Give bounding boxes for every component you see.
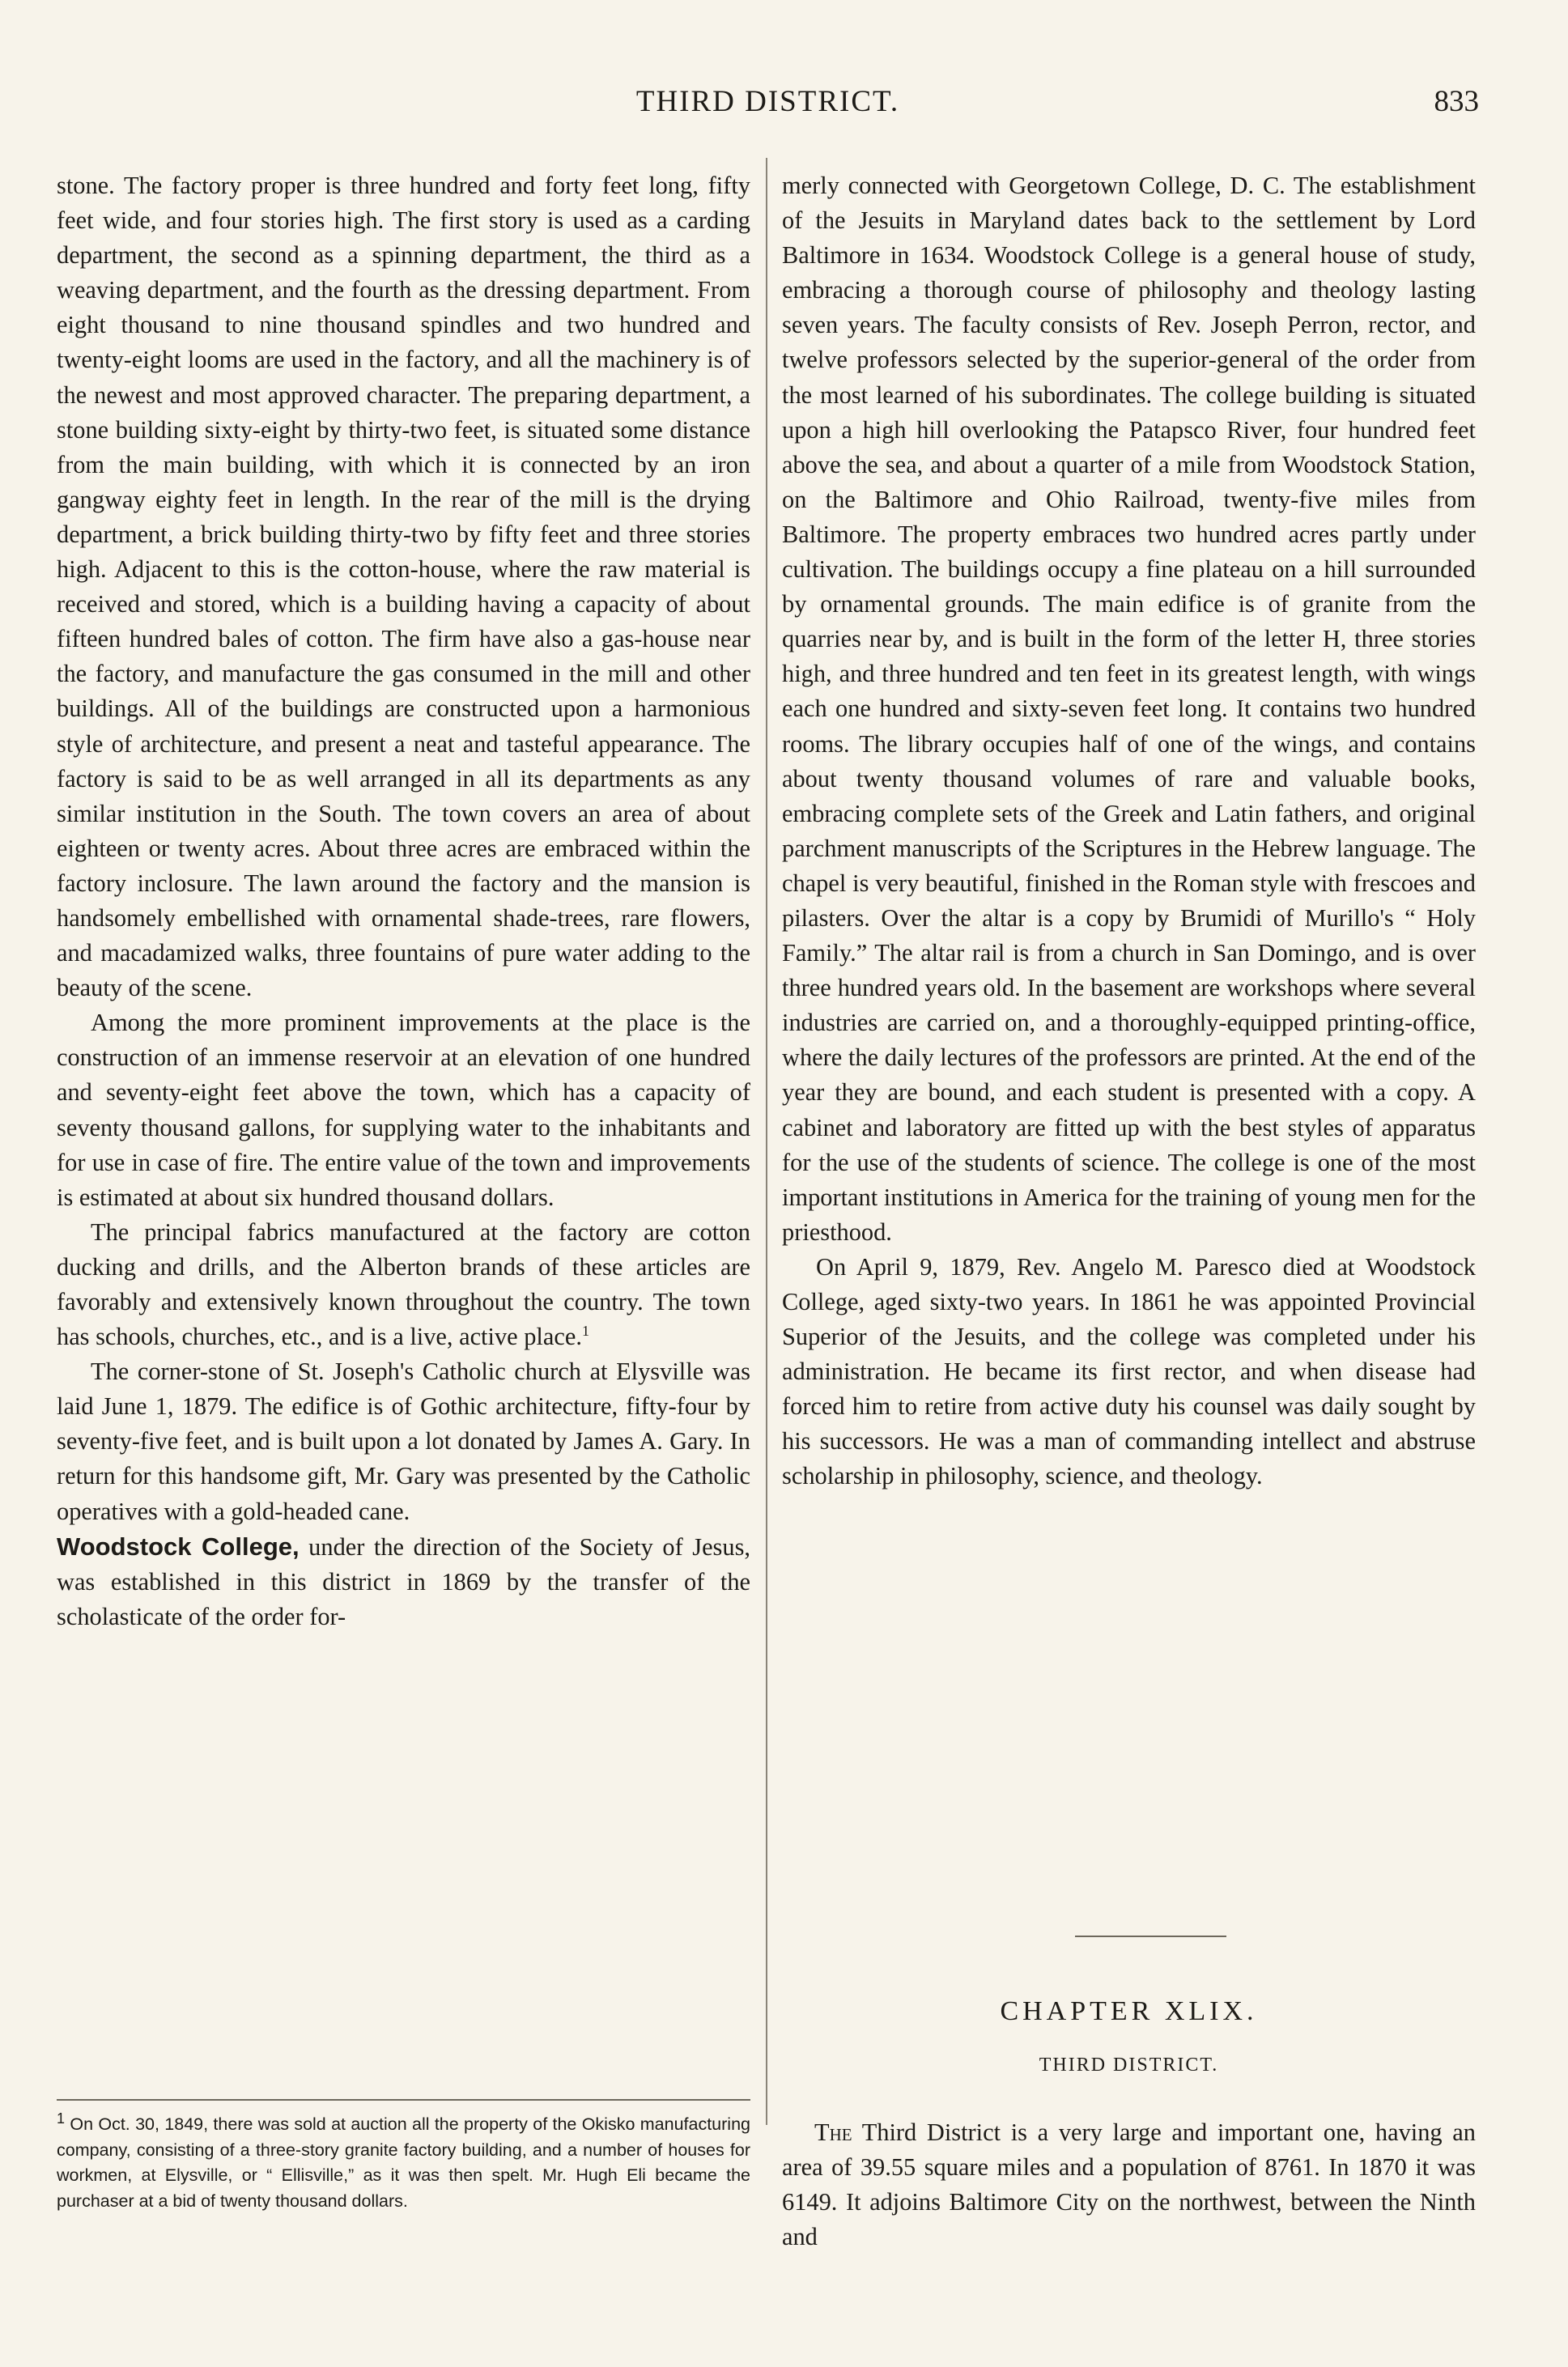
footnote [57,2112,750,2214]
footnote-rule [57,2099,750,2101]
right-column [782,168,1476,1494]
page-number: 833 [1434,85,1479,118]
chapter-title: CHAPTER XLIX. [1000,1996,1258,2026]
left-paragraph-3 [57,1215,750,1354]
page-header [57,84,1479,125]
chapter-paragraph-text: Third District is a very large and important one, having an area of 39.55 square miles and a population of 8761. In 1870 it was 6149. It adjoins Baltimore City on the northwest, between the Ninth and [782,2118,1476,2251]
left-column [57,168,750,1634]
chapter-paragraph-1 [782,2115,1476,2254]
chapter-body [782,2115,1476,2254]
left-paragraph-3-text: The principal fabrics manufactured at the factory are cotton ducking and drills, and the Alberton brands of these articles are favorably and extensively known throughout the country. The town has schools, churches, etc., and is a live, active place. [57,1217,750,1351]
column-divider [766,158,767,2125]
running-head: THIRD DISTRICT. [635,85,900,118]
footnote-reference[interactable]: 1 [581,1322,589,1339]
left-paragraph-1: stone. The factory proper is three hundred and forty feet long, fifty feet wide, and four stories high. The first story is used as a carding department, the second as a spinning department, the third as a weaving department, and the fourth as the dressing department. From eight thousand to nine thousand spindles and two hundred and twenty-eight looms are used in the factory, and all the machinery is of the newest and most approved character. The preparing department, a stone building sixty-eight by thirty-two feet, is situated some distance from the main building, with which it is connected by an iron gangway eighty feet in length. In the rear of the mill is the drying department, a brick building thirty-two by fifty feet and three stories high. Adjacent to this is the cotton-house, where the raw material is received and stored, which is a building having a capacity of about fifteen hundred bales of cotton. The firm have also a gas-house near the factory, and manufacture the gas consumed in the mill and other buildings. All of the buildings are constructed upon a harmonious style of architecture, and present a neat and tasteful appearance. The factory is said to be as well arranged in all its departments as any similar institution in the South. The town covers an area of about eighteen or twenty acres. About three acres are embraced within the factory inclosure. The lawn around the factory and the mansion is handsomely embellished with ornamental shade-trees, rare flowers, and macadamized walks, three fountains of pure water adding to the beauty of the scene. [57,172,750,1002]
woodstock-college-heading: Woodstock College, [57,1532,300,1561]
left-paragraph-4: The corner-stone of St. Joseph's Catholic church at Elysville was laid June 1, 1879. The edifice is of Gothic architecture, fifty-four by seventy-five feet, and is built upon a lot donated by James A. Gary. In return for this handsome gift, Mr. Gary was presented by the Catholic operatives with a gold-headed cane. [57,1358,750,1525]
right-paragraph-1: merly connected with Georgetown College, D. C. The establishment of the Jesuits in Maryland dates back to the settlement by Lord Baltimore in 1634. Woodstock College is a general house of study, embracing a thorough course of philosophy and theology lasting seven years. The faculty consists of Rev. Joseph Perron, rector, and twelve professors selected by the superior-general of the order from the most learned of his subordinates. The college building is situated upon a high hill overlooking the Patapsco River, four hundred feet above the sea, and about a quarter of a mile from Woodstock Station, on the Baltimore and Ohio Railroad, twenty-five miles from Baltimore. The property embraces two hundred acres partly under cultivation. The buildings occupy a fine plateau on a hill surrounded by ornamental grounds. The main edifice is of granite from the quarries near by, and is built in the form of the letter H, three stories high, and three hundred and ten feet in its greatest length, with wings each one hundred and sixty-seven feet long. It contains two hundred rooms. The library occupies half of one of the wings, and contains about twenty thousand volumes of rare and valuable books, embracing complete sets of the Greek and Latin fathers, and original parchment manuscripts of the Scriptures in the Hebrew language. The chapel is very beautiful, finished in the Roman style with frescoes and pilasters. Over the altar is a copy by Brumidi of Murillo's “ Holy Family.” The altar rail is from a church in San Domingo, and is over three hundred years old. In the basement are workshops where several industries are carried on, and a thoroughly-equipped printing-office, where the daily lectures of the professors are printed. At the end of the year they are bound, and each student is presented with a copy. A cabinet and laboratory are fitted up with the best styles of apparatus for the use of the students of science. The college is one of the most important institutions in America for the training of young men for the priesthood. [782,172,1476,1246]
right-paragraph-2: On April 9, 1879, Rev. Angelo M. Paresco died at Woodstock College, aged sixty-two years. In 1861 he was appointed Provincial Superior of the Jesuits, and the college was completed under his administration. He became its first rector, and when disease had forced him to retire from active duty his counsel was daily sought by his successors. He was a man of commanding intellect and abstruse scholarship in philosophy, science, and theology. [782,1252,1476,1490]
footnote-text: On Oct. 30, 1849, there was sold at auction all the property of the Okisko manufacturing company, consisting of a three-story granite factory building, and a number of houses for workmen, at Elysville, or “ Ellisville,” as it was then spelt. Mr. Hugh Eli became the purchaser at a bid of twenty thousand dollars. [57,2114,750,2211]
left-paragraph-2: Among the more prominent improvements at the place is the construction of an immense reservoir at an elevation of one hundred and seventy-eight feet above the town, which has a capacity of seventy thousand gallons, for supplying water to the inhabitants and for use in case of fire. The entire value of the town and improvements is estimated at about six hundred thousand dollars. [57,1009,750,1211]
chapter-subtitle: THIRD DISTRICT. [1039,2055,1219,2076]
left-paragraph-5-text: under the direction of the Society of Jesus, was established in this district in 1869 by the transfer of the scholasticate of the order for- [57,1532,751,1630]
left-paragraph-5 [57,1529,750,1634]
section-rule [1075,1936,1226,1937]
chapter-lead-word: The [814,2118,852,2146]
footnote-mark: 1 [57,2110,66,2127]
